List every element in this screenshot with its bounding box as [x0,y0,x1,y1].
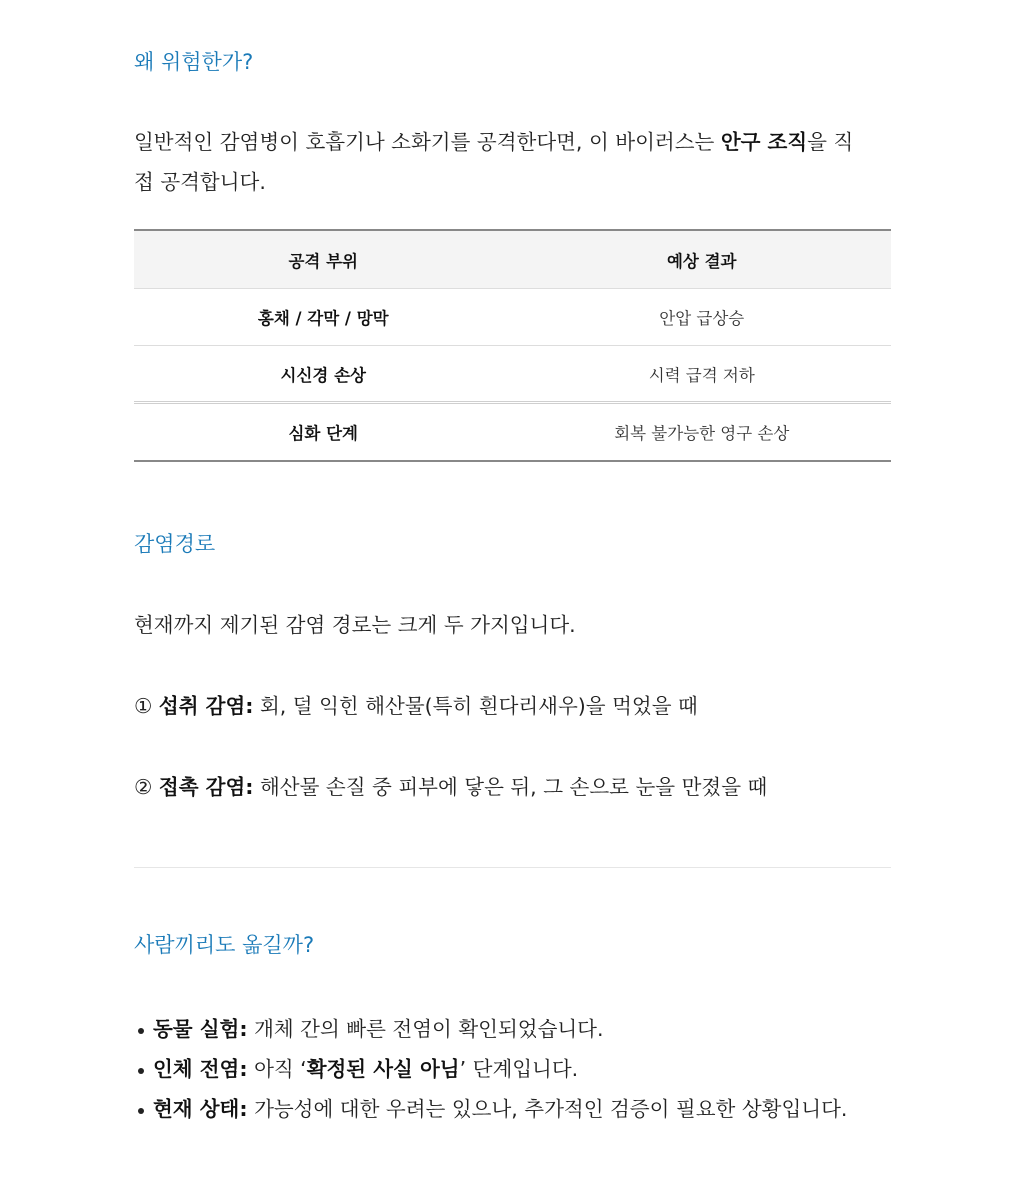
bullet-content [153,1049,578,1089]
section-heading-human-transmission: 사람끼리도 옮길까? [134,933,315,957]
emphasis-text: 확정된 사실 아님 [306,1057,460,1081]
emphasis-text: 안구 조직 [720,130,808,154]
table-row [134,346,891,404]
bullet-dot-icon [138,1068,144,1074]
table-cell: 홍채 / 각막 / 망막 [257,309,389,328]
table-header-cell: 공격 부위 [288,251,358,271]
table-row [134,404,891,460]
bullet-text: 개체 간의 빠른 전염이 확인되었습니다. [247,1017,604,1041]
route-label: 섭취 감염: [158,694,254,718]
bullet-dot-icon [138,1028,144,1034]
bullet-label: 동물 실험: [153,1017,248,1041]
bullet-label: 인체 전염: [153,1057,248,1081]
bullet-text: 아직 ‘ [247,1057,307,1081]
paragraph-infection-intro: 현재까지 제기된 감염 경로는 크게 두 가지입니다. [134,613,576,637]
table-cell: 안압 급상승 [659,309,745,328]
section-divider [134,867,891,868]
bullet-text: ’ 단계입니다. [459,1057,579,1081]
attack-site-table [134,229,891,462]
route-number: ① [134,694,159,718]
section-heading-why-dangerous: 왜 위험한가? [134,50,254,74]
transmission-bullet-list [134,1009,847,1129]
table-cell: 심화 단계 [288,424,358,443]
route-description: 회, 덜 익힌 해산물(특히 흰다리새우)을 먹었을 때 [253,694,698,718]
list-item [134,1049,847,1089]
table-cell: 시력 급격 저하 [648,365,755,385]
table-header-cell: 예상 결과 [666,251,737,271]
paragraph-text: 을 직 [807,130,854,154]
table-header-row [134,231,891,289]
paragraph-text: 일반적인 감염병이 호흡기나 소화기를 공격한다면, 이 바이러스는 [134,130,721,154]
table-row [134,289,891,346]
bullet-text: 가능성에 대한 우려는 있으나, 추가적인 검증이 필요한 상황입니다. [247,1097,848,1121]
bullet-content [153,1089,847,1129]
route-number: ② [134,775,159,799]
bullet-label: 현재 상태: [153,1097,248,1121]
paragraph-why-dangerous [134,122,879,202]
bullet-dot-icon [138,1108,144,1114]
table-cell: 시신경 손상 [280,365,366,385]
table-cell: 회복 불가능한 영구 손상 [614,424,790,443]
infection-route-ingestion [134,691,879,721]
bullet-content [153,1009,604,1049]
route-label: 접촉 감염: [158,775,254,799]
paragraph-text: 접 공격합니다. [134,170,266,194]
infection-route-contact [134,772,879,802]
list-item [134,1089,847,1129]
route-description: 해산물 손질 중 피부에 닿은 뒤, 그 손으로 눈을 만졌을 때 [253,775,768,799]
section-heading-infection-route: 감염경로 [134,532,216,556]
list-item [134,1009,847,1049]
